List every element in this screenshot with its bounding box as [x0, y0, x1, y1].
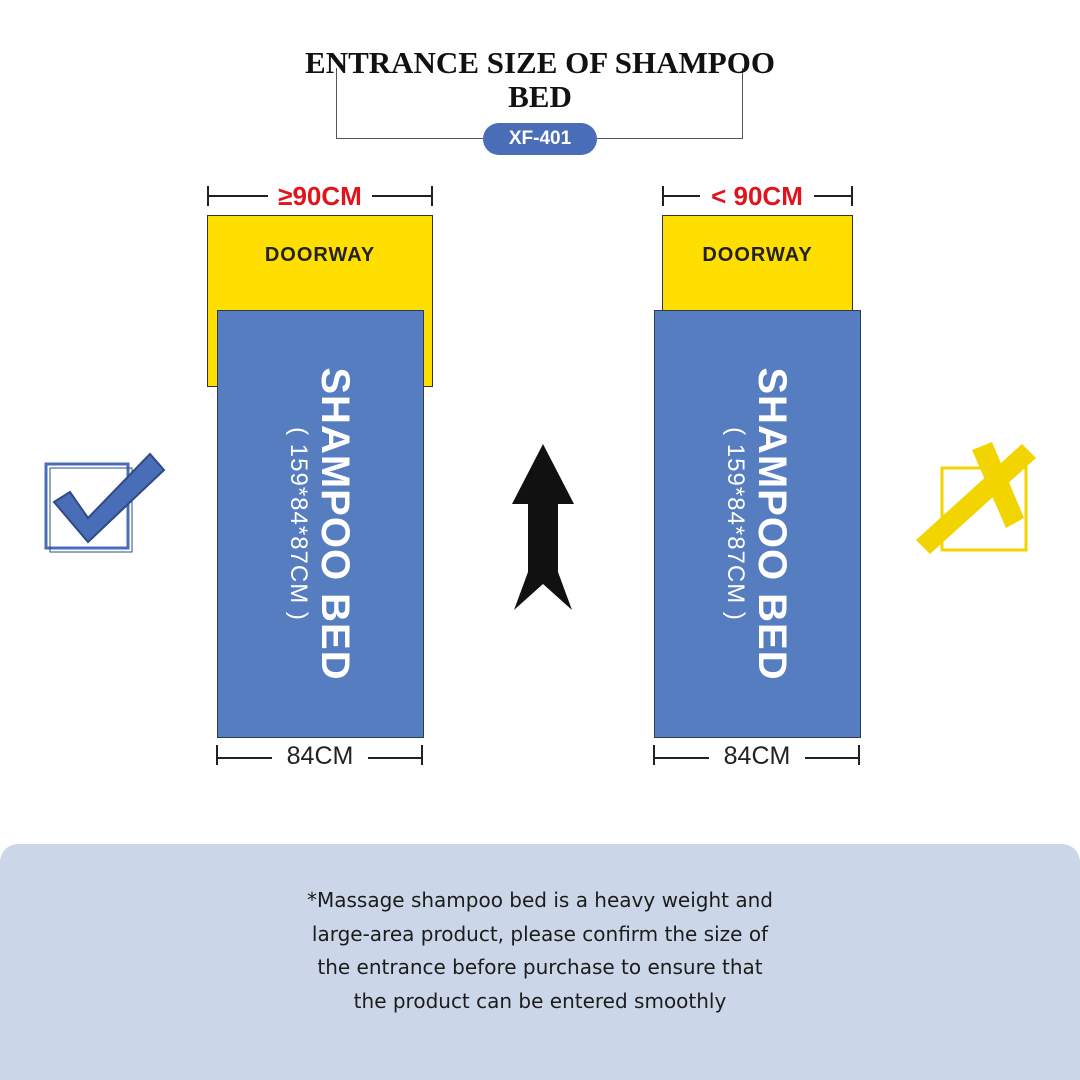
- model-badge: XF-401: [483, 123, 597, 155]
- right-doorway: [662, 215, 853, 315]
- right-bed-dim-tick-start: [653, 745, 655, 765]
- right-bed-dim-tick-end: [858, 745, 860, 765]
- right-door-width-label: < 90CM: [700, 181, 814, 211]
- right-doorway-label: DOORWAY: [702, 244, 813, 266]
- page-title: ENTRANCE SIZE OF SHAMPOO BED: [305, 45, 775, 114]
- right-bed-size: ( 159*84*87CM ): [721, 427, 749, 621]
- left-door-width-label: ≥90CM: [268, 181, 372, 211]
- right-bed-name: SHAMPOO BED: [749, 367, 794, 681]
- cross-icon: [912, 440, 1042, 560]
- left-bed-dim-tick-end: [421, 745, 423, 765]
- right-bed-width-label: 84CM: [709, 741, 805, 771]
- left-bed-size: ( 159*84*87CM ): [284, 427, 312, 621]
- check-icon: [40, 448, 170, 558]
- right-door-dim-tick-end: [851, 186, 853, 206]
- left-shampoo-bed: [217, 310, 424, 738]
- left-bed-dim-tick-start: [216, 745, 218, 765]
- left-doorway-label: DOORWAY: [264, 244, 376, 266]
- purchase-note: *Massage shampoo bed is a heavy weight and large-area product, please confirm the size of the entrance before purchase to ensure that the product can be entered smoothly: [306, 888, 773, 1013]
- left-door-dim-tick-end: [431, 186, 433, 206]
- up-arrow-icon: [510, 442, 576, 612]
- left-bed-width-label: 84CM: [272, 741, 368, 771]
- left-bed-name: SHAMPOO BED: [312, 367, 357, 681]
- right-shampoo-bed: [654, 310, 861, 738]
